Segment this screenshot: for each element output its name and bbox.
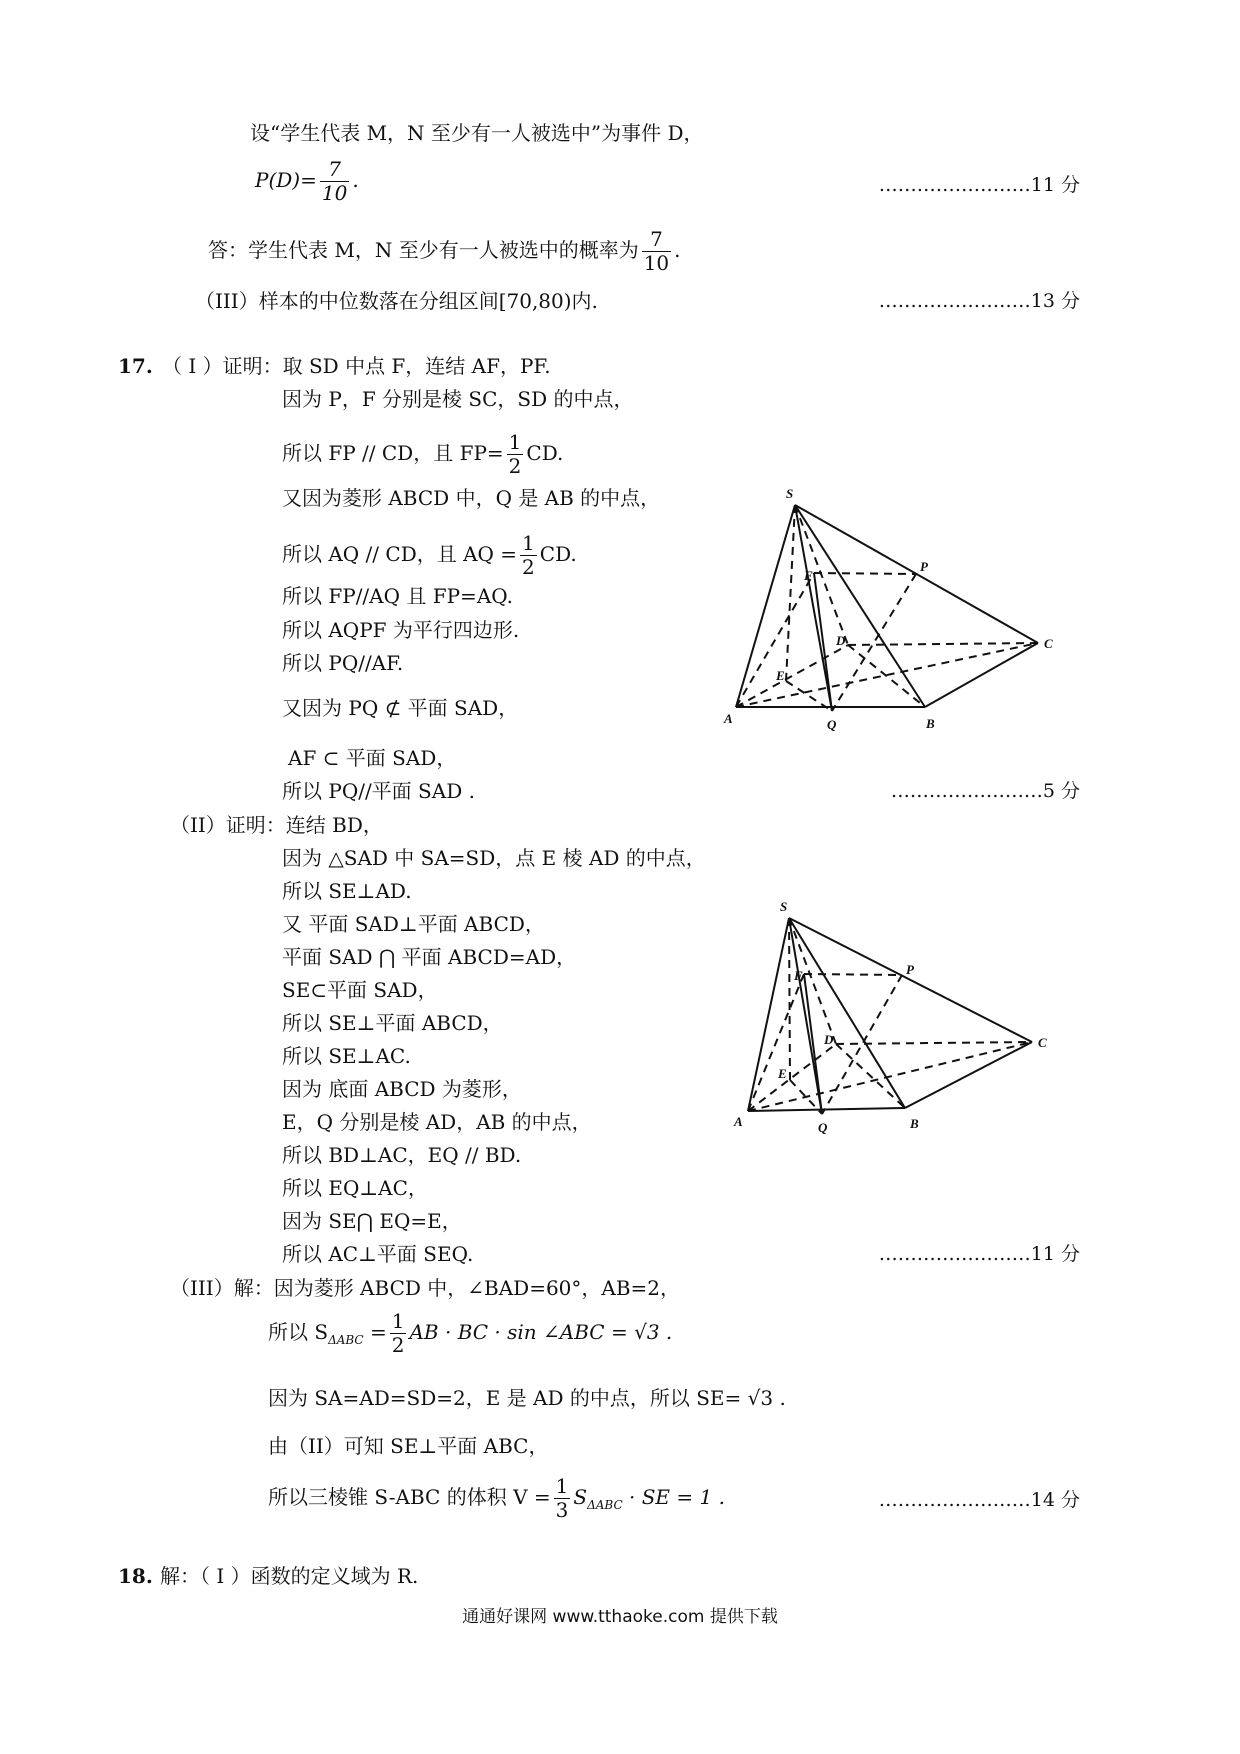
proof-line: 因为 底面 ABCD 为菱形， xyxy=(282,1077,522,1101)
figure-label-F: F xyxy=(794,968,803,983)
period: . xyxy=(352,168,359,192)
pyramid-figure-1 xyxy=(720,485,1060,735)
proof-line: 所以 SE⊥AD. xyxy=(282,879,412,903)
proof-text: CD. xyxy=(526,441,564,465)
solution-line: 因为 SA=AD=SD=2，E 是 AD 的中点，所以 SE= √3 . xyxy=(268,1386,786,1410)
solution-text: 所以三棱锥 S-ABC 的体积 V = xyxy=(268,1485,551,1509)
problem-number: 18. xyxy=(118,1564,153,1588)
figure-label-C: C xyxy=(1038,1035,1047,1050)
figure-label-D: D xyxy=(824,1032,834,1047)
proof-line: 所以 AC⊥平面 SEQ. xyxy=(282,1242,474,1266)
figure-label-S: S xyxy=(786,486,794,501)
probability-prefix: P(D)= xyxy=(255,168,317,192)
problem-number: 17. xyxy=(118,354,153,378)
fraction xyxy=(507,431,524,478)
score-marker: ……………………13 分 xyxy=(878,290,1080,312)
proof-line: 所以 AQPF 为平行四边形. xyxy=(282,618,520,642)
fraction-denominator: 10 xyxy=(321,181,348,205)
figure-label-P: P xyxy=(920,559,928,574)
part-three-line: （III）样本的中位数落在分组区间[70,80)内. xyxy=(195,289,598,313)
area-formula xyxy=(268,1310,672,1357)
score-marker: ……………………11 分 xyxy=(878,174,1080,196)
proof-line xyxy=(282,431,563,478)
period: . xyxy=(674,238,681,262)
fraction-numerator: 1 xyxy=(522,531,535,555)
solution-line: （III）解：因为菱形 ABCD 中，∠BAD=60°，AB=2， xyxy=(170,1276,681,1300)
figure-label-A: A xyxy=(734,1114,743,1129)
score-marker: ……………………11 分 xyxy=(878,1243,1080,1265)
answer-text: 答：学生代表 M，N 至少有一人被选中的概率为 xyxy=(208,238,639,262)
figure-label-C: C xyxy=(1044,636,1053,651)
proof-line: （II）证明：连结 BD， xyxy=(170,813,383,837)
event-definition-line: 设“学生代表 M，N 至少有一人被选中”为事件 D， xyxy=(250,121,704,145)
proof-line: 所以 BD⊥AC，EQ // BD. xyxy=(282,1143,522,1167)
figure-label-P: P xyxy=(906,962,914,977)
fraction-denominator: 2 xyxy=(508,454,522,478)
figure-label-D: D xyxy=(836,633,846,648)
solution-line: 由（II）可知 SE⊥平面 ABC， xyxy=(268,1434,549,1458)
figure-label-E: E xyxy=(778,1066,787,1081)
figure-label-B: B xyxy=(910,1116,919,1131)
fraction xyxy=(390,1310,407,1357)
figure-label-F: F xyxy=(804,568,813,583)
fraction-numerator: 7 xyxy=(320,158,349,182)
score-marker: ……………………5 分 xyxy=(890,780,1080,802)
solution-text: · SE = 1 . xyxy=(622,1485,725,1509)
page-footer: 通通好课网 www.tthaoke.com 提供下载 xyxy=(462,1607,778,1627)
subscript: ΔABC xyxy=(328,1333,364,1347)
figure-label-Q: Q xyxy=(827,717,837,732)
proof-line: 因为 SE⋂ EQ=E， xyxy=(282,1209,462,1233)
proof-line: 所以 EQ⊥AC， xyxy=(282,1176,428,1200)
volume-formula xyxy=(268,1475,725,1522)
proof-line: 又因为菱形 ABCD 中，Q 是 AB 的中点， xyxy=(282,486,661,510)
fraction-numerator: 1 xyxy=(555,1474,569,1498)
proof-text: CD. xyxy=(539,542,577,566)
area-symbol: S xyxy=(573,1485,588,1509)
solution-line: 解：（ I ）函数的定义域为 R. xyxy=(160,1564,419,1588)
figure-label-E: E xyxy=(776,668,785,683)
fraction-numerator: 1 xyxy=(391,1309,405,1333)
solution-text: AB · BC · sin ∠ABC = √3 . xyxy=(409,1320,673,1344)
fraction-denominator: 10 xyxy=(643,251,670,275)
fraction xyxy=(520,532,537,579)
proof-line: 所以 FP//AQ 且 FP=AQ. xyxy=(282,584,514,608)
proof-line xyxy=(282,532,577,579)
solution-text: 所以 S xyxy=(268,1320,329,1344)
proof-text: 所以 AQ // CD，且 AQ = xyxy=(282,542,518,566)
answer-line xyxy=(208,228,681,275)
proof-line: 所以 SE⊥AC. xyxy=(282,1044,411,1068)
proof-line: SE⊂平面 SAD， xyxy=(282,978,438,1002)
pyramid-figure-2 xyxy=(720,896,1060,1136)
fraction xyxy=(642,228,671,275)
score-marker: ……………………14 分 xyxy=(878,1489,1080,1511)
fraction-numerator: 1 xyxy=(508,430,522,454)
proof-line: 所以 PQ//平面 SAD . xyxy=(282,779,475,803)
proof-text: 所以 FP // CD，且 FP= xyxy=(282,441,504,465)
fraction-denominator: 2 xyxy=(391,1333,405,1357)
proof-line: 又 平面 SAD⊥平面 ABCD， xyxy=(282,912,545,936)
figure-label-Q: Q xyxy=(818,1120,828,1135)
figure-label-B: B xyxy=(926,716,935,731)
fraction-denominator: 2 xyxy=(522,555,535,579)
figure-label-A: A xyxy=(724,711,733,726)
fraction-numerator: 7 xyxy=(642,228,671,252)
figure-label-S: S xyxy=(780,899,788,914)
proof-line: 因为 P，F 分别是棱 SC，SD 的中点， xyxy=(282,387,634,411)
subscript: ΔABC xyxy=(587,1498,623,1512)
proof-line: 所以 SE⊥平面 ABCD， xyxy=(282,1011,503,1035)
proof-line: E，Q 分别是棱 AD，AB 的中点， xyxy=(282,1110,592,1134)
proof-line: 所以 PQ//AF. xyxy=(282,651,404,675)
proof-line: AF ⊂ 平面 SAD， xyxy=(288,746,457,770)
probability-formula xyxy=(255,158,359,205)
equals: = xyxy=(363,1320,387,1344)
fraction xyxy=(320,158,349,205)
proof-line: （ I ）证明：取 SD 中点 F，连结 AF，PF. xyxy=(162,354,551,378)
fraction-denominator: 3 xyxy=(555,1498,569,1522)
proof-line: 又因为 PQ ⊄ 平面 SAD， xyxy=(282,696,519,720)
proof-line: 因为 △SAD 中 SA=SD，点 E 棱 AD 的中点， xyxy=(282,846,706,870)
proof-line: 平面 SAD ⋂ 平面 ABCD=AD， xyxy=(282,945,577,969)
fraction xyxy=(554,1475,571,1522)
